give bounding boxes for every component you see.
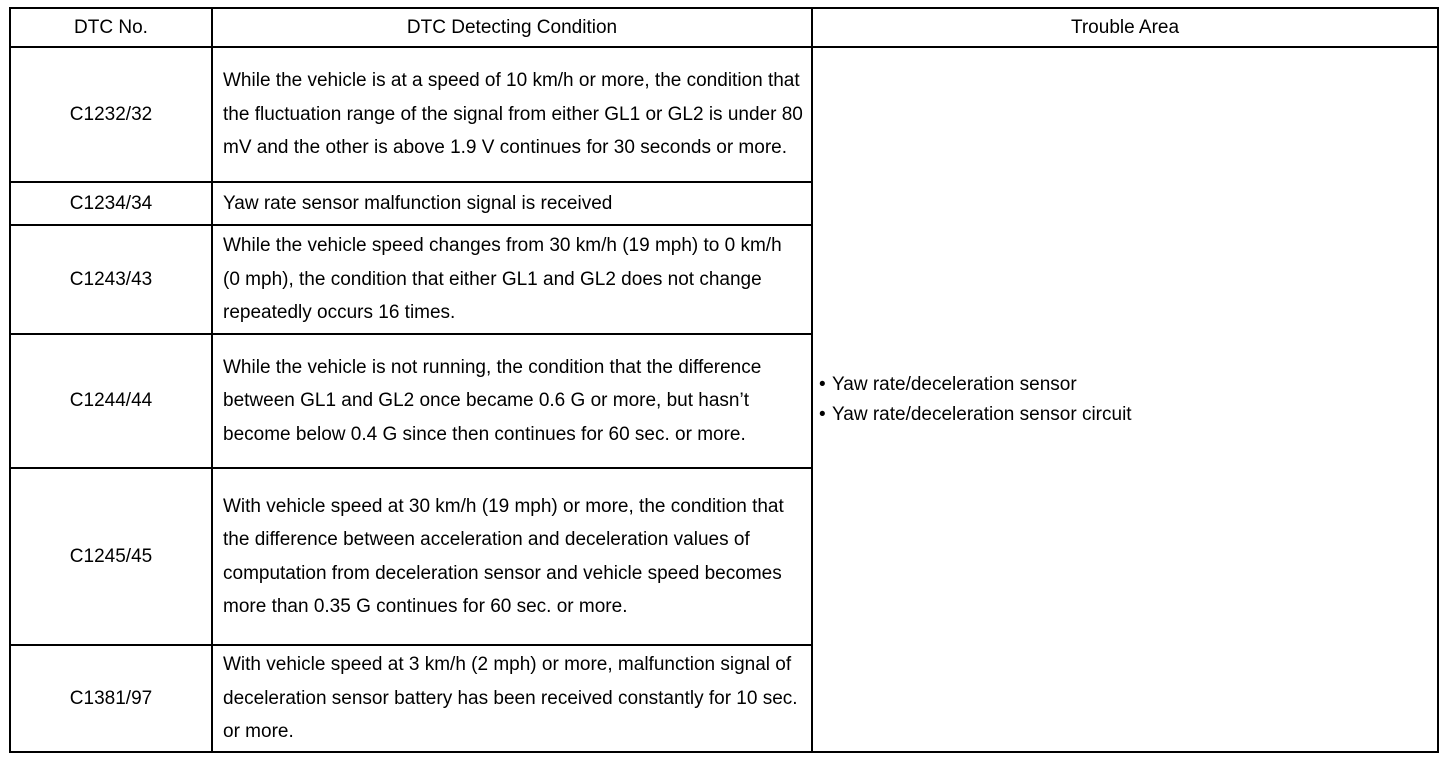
header-dtc-no: DTC No. — [10, 8, 212, 47]
trouble-area-text: Yaw rate/deceleration sensor — [832, 373, 1077, 395]
dtc-code: C1245/45 — [10, 468, 212, 645]
dtc-code: C1243/43 — [10, 225, 212, 334]
dtc-code: C1244/44 — [10, 334, 212, 468]
trouble-area-cell — [812, 47, 1438, 752]
detecting-condition: With vehicle speed at 30 km/h (19 mph) or more, the condition that the difference between acceleration and deceleration values of computation from deceleration sensor and vehicle speed becomes more than 0.35 G continues for 60 sec. or more. — [212, 468, 812, 645]
detecting-condition: With vehicle speed at 3 km/h (2 mph) or more, malfunction signal of deceleration sensor battery has been received constantly for 10 sec. or more. — [212, 645, 812, 752]
dtc-code: C1232/32 — [10, 47, 212, 182]
detecting-condition: Yaw rate sensor malfunction signal is received — [212, 182, 812, 225]
detecting-condition: While the vehicle is not running, the condition that the difference between GL1 and GL2 once became 0.6 G or more, but hasn’t become below 0.4 G since then continues for 60 sec. or more. — [212, 334, 812, 468]
dtc-code: C1381/97 — [10, 645, 212, 752]
bullet-icon: • — [819, 373, 826, 395]
dtc-code: C1234/34 — [10, 182, 212, 225]
header-trouble-area: Trouble Area — [812, 8, 1438, 47]
detecting-condition: While the vehicle speed changes from 30 km/h (19 mph) to 0 km/h (0 mph), the condition that either GL1 and GL2 does not change repeatedly occurs 16 times. — [212, 225, 812, 334]
dtc-table — [9, 7, 1439, 753]
bullet-icon: • — [819, 403, 826, 425]
table-row — [10, 47, 1438, 182]
trouble-area-item — [819, 400, 1429, 430]
detecting-condition: While the vehicle is at a speed of 10 km/h or more, the condition that the fluctuation range of the signal from either GL1 or GL2 is under 80 mV and the other is above 1.9 V continues for 30 seconds or more. — [212, 47, 812, 182]
trouble-area-item — [819, 370, 1429, 400]
trouble-area-list — [819, 370, 1429, 430]
trouble-area-text: Yaw rate/deceleration sensor circuit — [832, 403, 1132, 425]
header-detecting-condition: DTC Detecting Condition — [212, 8, 812, 47]
table-header-row — [10, 8, 1438, 47]
